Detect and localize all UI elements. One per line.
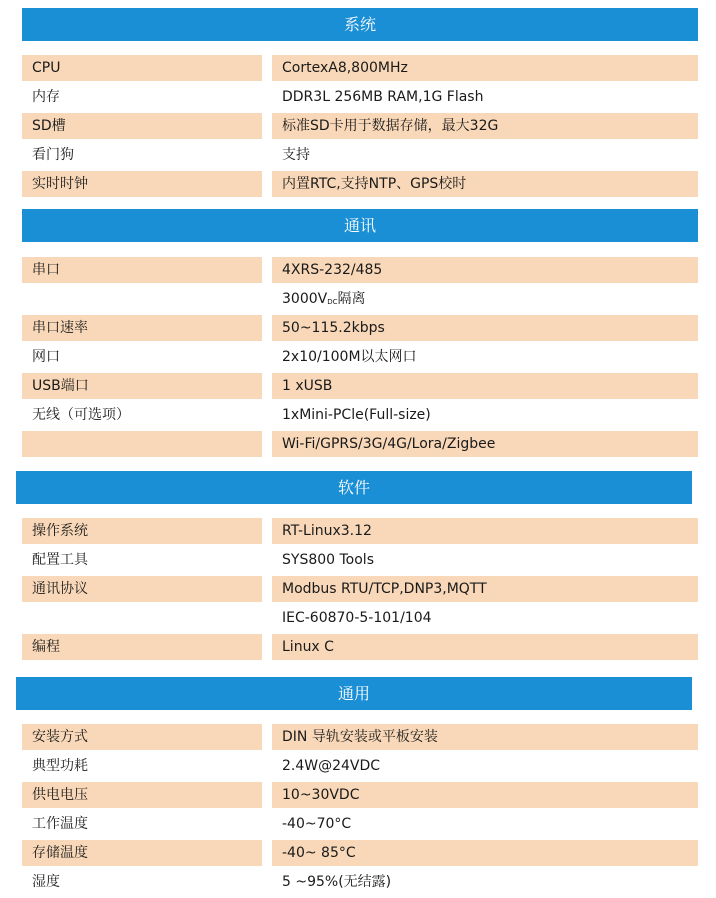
table-row: [0, 547, 716, 576]
spec-label: 串口速率: [22, 315, 262, 341]
spec-label: 无线（可选项）: [32, 407, 130, 423]
table-row: [0, 431, 716, 460]
spec-value: 2x10/100M以太网口: [282, 349, 417, 365]
table-row: [0, 257, 716, 286]
table-row: [0, 142, 716, 171]
spec-label: 看门狗: [32, 147, 74, 163]
spec-value: DDR3L 256MB RAM,1G Flash: [282, 89, 484, 105]
table-row: [0, 113, 716, 142]
spec-label: [22, 605, 262, 631]
spec-value: SYS800 Tools: [282, 552, 374, 568]
spec-label: 串口: [22, 257, 262, 283]
spec-value: -40~ 85°C: [272, 840, 698, 866]
table-row: [0, 724, 716, 753]
table-row: [0, 315, 716, 344]
table-row: [0, 55, 716, 84]
section-header-software: 软件: [16, 471, 692, 504]
spec-value: RT-Linux3.12: [272, 518, 698, 544]
table-row: [0, 869, 716, 898]
spec-value: IEC-60870-5-101/104: [282, 610, 432, 626]
spec-label: 供电电压: [22, 782, 262, 808]
section-header-communication: 通讯: [22, 209, 698, 242]
spec-value: 5 ~95%(无结露): [282, 874, 392, 890]
spec-value: DIN 导轨安装或平板安装: [272, 724, 698, 750]
spec-label: 通讯协议: [22, 576, 262, 602]
spec-label: 内存: [32, 89, 60, 105]
table-row: [0, 576, 716, 605]
spec-value: CortexA8,800MHz: [272, 55, 698, 81]
spec-value: -40~70°C: [282, 816, 352, 832]
spec-label: 安装方式: [22, 724, 262, 750]
table-row: [0, 286, 716, 315]
spec-value: [272, 286, 698, 312]
table-row: [0, 344, 716, 373]
spec-label: [22, 431, 262, 457]
table-row: [0, 84, 716, 113]
voltage-subscript: DC: [327, 298, 338, 306]
spec-value: Linux C: [272, 634, 698, 660]
spec-label: 存储温度: [22, 840, 262, 866]
spec-label: 网口: [32, 349, 60, 365]
table-row: [0, 840, 716, 869]
section-header-system: 系统: [22, 8, 698, 41]
spec-value: 标准SD卡用于数据存储，最大32G: [272, 113, 698, 139]
spec-label: 操作系统: [22, 518, 262, 544]
spec-label: USB端口: [22, 373, 262, 399]
spec-value: 支持: [282, 147, 310, 163]
spec-label: CPU: [22, 55, 262, 81]
spec-value: Wi-Fi/GPRS/3G/4G/Lora/Zigbee: [272, 431, 698, 457]
table-row: [0, 605, 716, 634]
spec-value: 1 xUSB: [272, 373, 698, 399]
table-row: [0, 782, 716, 811]
table-row: [0, 753, 716, 782]
spec-value: 50~115.2kbps: [272, 315, 698, 341]
spec-label: SD槽: [22, 113, 262, 139]
spec-label: 工作温度: [32, 816, 88, 832]
table-row: [0, 811, 716, 840]
spec-label: [22, 286, 262, 312]
table-row: [0, 634, 716, 663]
spec-label: 湿度: [32, 874, 60, 890]
spec-value: 4XRS-232/485: [272, 257, 698, 283]
spec-label: 配置工具: [32, 552, 88, 568]
spec-value: 2.4W@24VDC: [282, 758, 381, 774]
spec-label: 典型功耗: [32, 758, 88, 774]
table-row: [0, 518, 716, 547]
spec-value: 内置RTC,支持NTP、GPS校时: [272, 171, 698, 197]
spec-label: 实时时钟: [22, 171, 262, 197]
spec-value: Modbus RTU/TCP,DNP3,MQTT: [272, 576, 698, 602]
spec-label: 编程: [22, 634, 262, 660]
spec-value: 1xMini-PCle(Full-size): [282, 407, 431, 423]
table-row: [0, 373, 716, 402]
spec-value: 10~30VDC: [272, 782, 698, 808]
table-row: [0, 171, 716, 200]
voltage-value: 3000V: [282, 291, 328, 307]
section-header-general: 通用: [16, 677, 692, 710]
table-row: [0, 402, 716, 431]
isolation-text: 隔离: [337, 291, 366, 307]
